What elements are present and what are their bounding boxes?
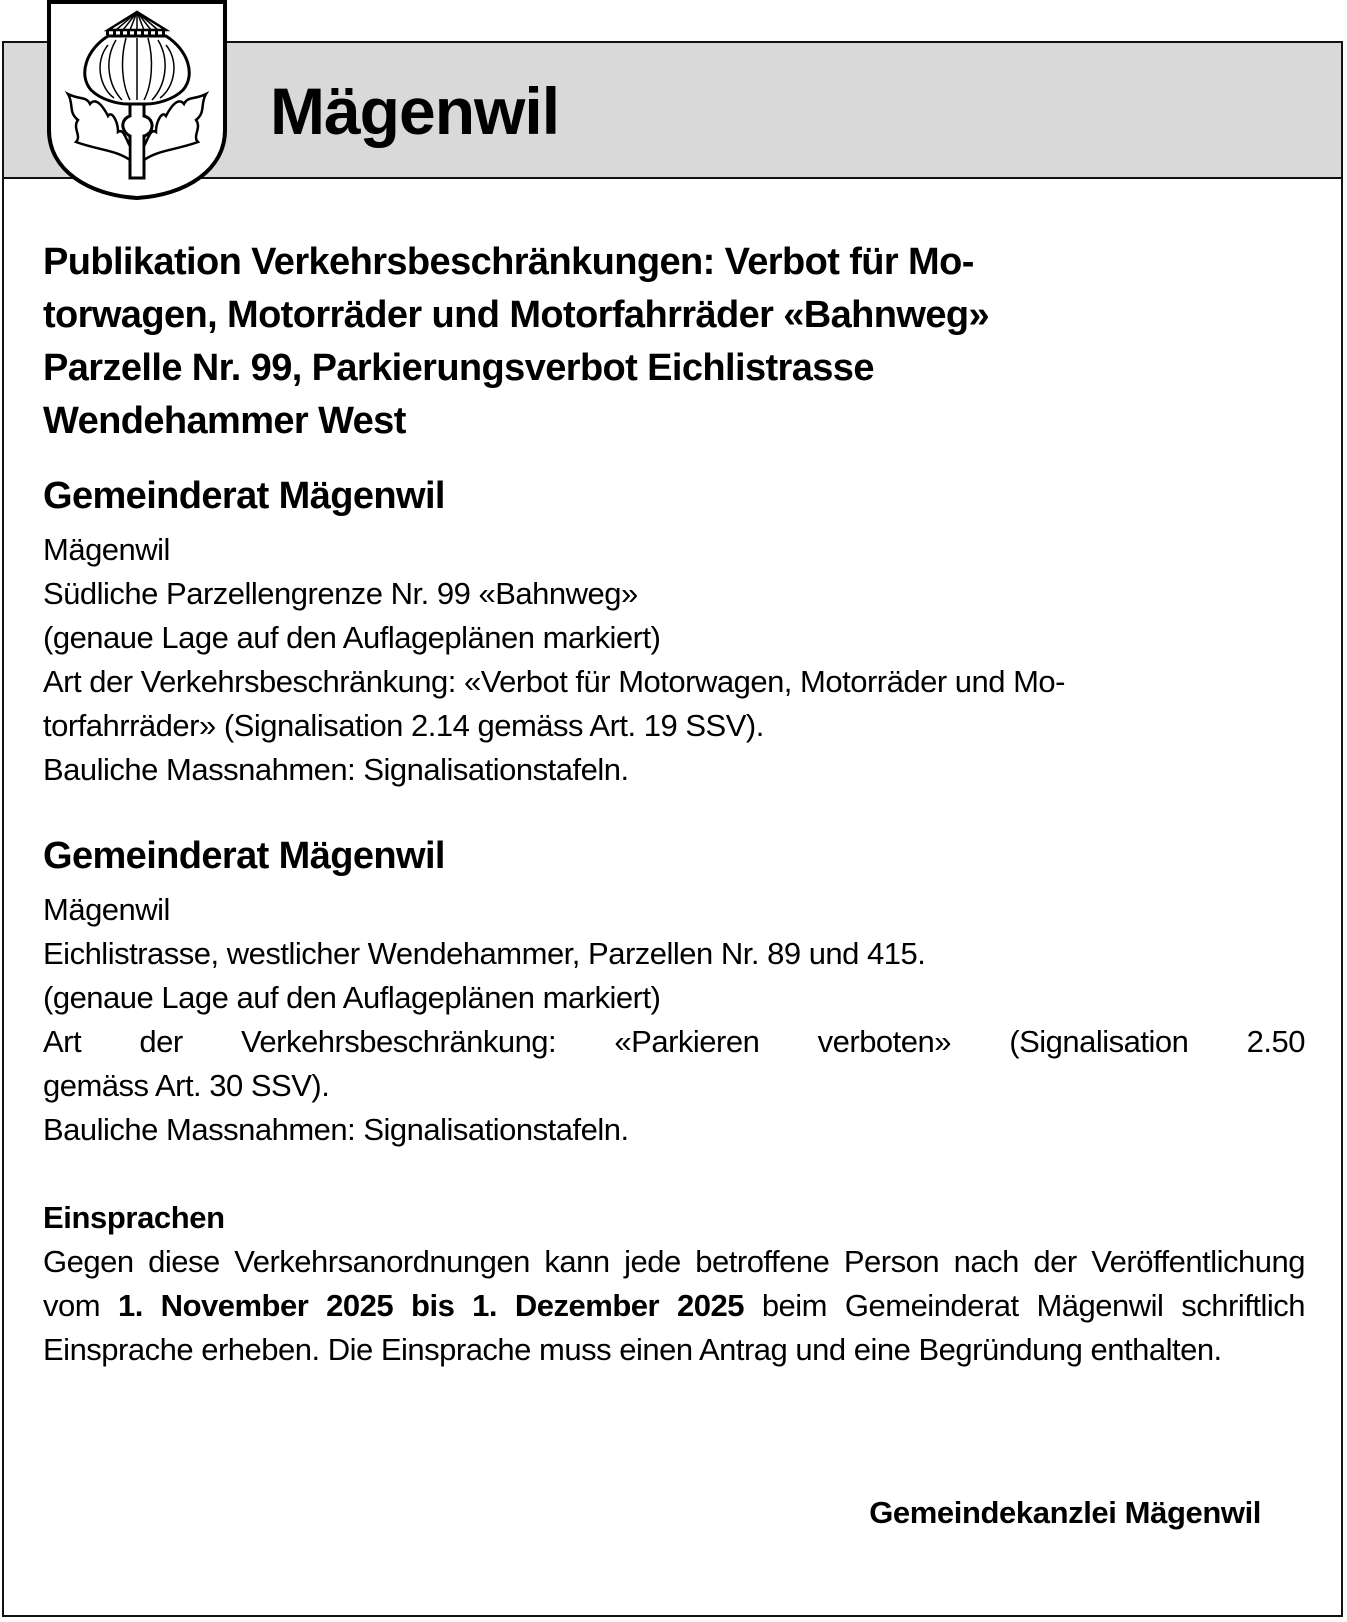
section-line: Mägenwil	[43, 532, 170, 567]
section-line: Südliche Parzellengrenze Nr. 99 «Bahnweg»	[43, 576, 638, 611]
title-line: Publikation Verkehrsbeschränkungen: Verbot für Mo-	[43, 241, 974, 283]
objections-text-before: Gegen diese Verkehrsanordnungen kann jede betroffene Person nach der Veröffentlichung vom	[43, 1244, 1305, 1323]
section-line: torfahrräder» (Signalisation 2.14 gemäss Art. 19 SSV).	[43, 708, 764, 743]
section-line: (genaue Lage auf den Auflageplänen markiert)	[43, 620, 661, 655]
town-name: Mägenwil	[270, 74, 560, 148]
objections-section	[43, 1196, 1305, 1372]
section-heading: Gemeinderat Mägenwil	[43, 475, 445, 517]
section-line: Art der Verkehrsbeschränkung: «Verbot für Motorwagen, Motorräder und Mo-	[43, 664, 1065, 699]
section-line: (genaue Lage auf den Auflageplänen markiert)	[43, 980, 661, 1015]
notice-title	[43, 236, 1305, 448]
section-line: gemäss Art. 30 SSV).	[43, 1068, 330, 1103]
objections-text	[43, 1240, 1305, 1372]
objection-period: 1. November 2025 bis 1. Dezember 2025	[117, 1288, 744, 1323]
section-heading: Gemeinderat Mägenwil	[43, 835, 445, 877]
section-line: Eichlistrasse, westlicher Wendehammer, Parzellen Nr. 89 und 415.	[43, 936, 926, 971]
section-line: Mägenwil	[43, 892, 170, 927]
section-line: Bauliche Massnahmen: Signalisationstafeln.	[43, 752, 629, 787]
notice-content	[43, 236, 1305, 1372]
title-line: Parzelle Nr. 99, Parkierungsverbot Eichlistrasse	[43, 347, 874, 389]
objections-text-after: beim Gemeinderat Mägenwil schriftlich Einsprache erheben. Die Einsprache muss einen Antrag und eine Begründung enthalten.	[43, 1288, 1305, 1367]
section-eichlistrasse	[43, 830, 1305, 1152]
section-line: Bauliche Massnahmen: Signalisationstafeln.	[43, 1112, 629, 1147]
title-line: Wendehammer West	[43, 400, 406, 442]
signature: Gemeindekanzlei Mägenwil	[869, 1495, 1261, 1530]
objections-heading: Einsprachen	[43, 1200, 225, 1235]
coat-of-arms-icon	[46, 0, 228, 200]
section-line: Art der Verkehrsbeschränkung: «Parkieren verboten» (Signalisation 2.50	[43, 1024, 1305, 1059]
title-line: torwagen, Motorräder und Motorfahrräder «Bahnweg»	[43, 294, 990, 336]
section-bahnweg	[43, 470, 1305, 792]
